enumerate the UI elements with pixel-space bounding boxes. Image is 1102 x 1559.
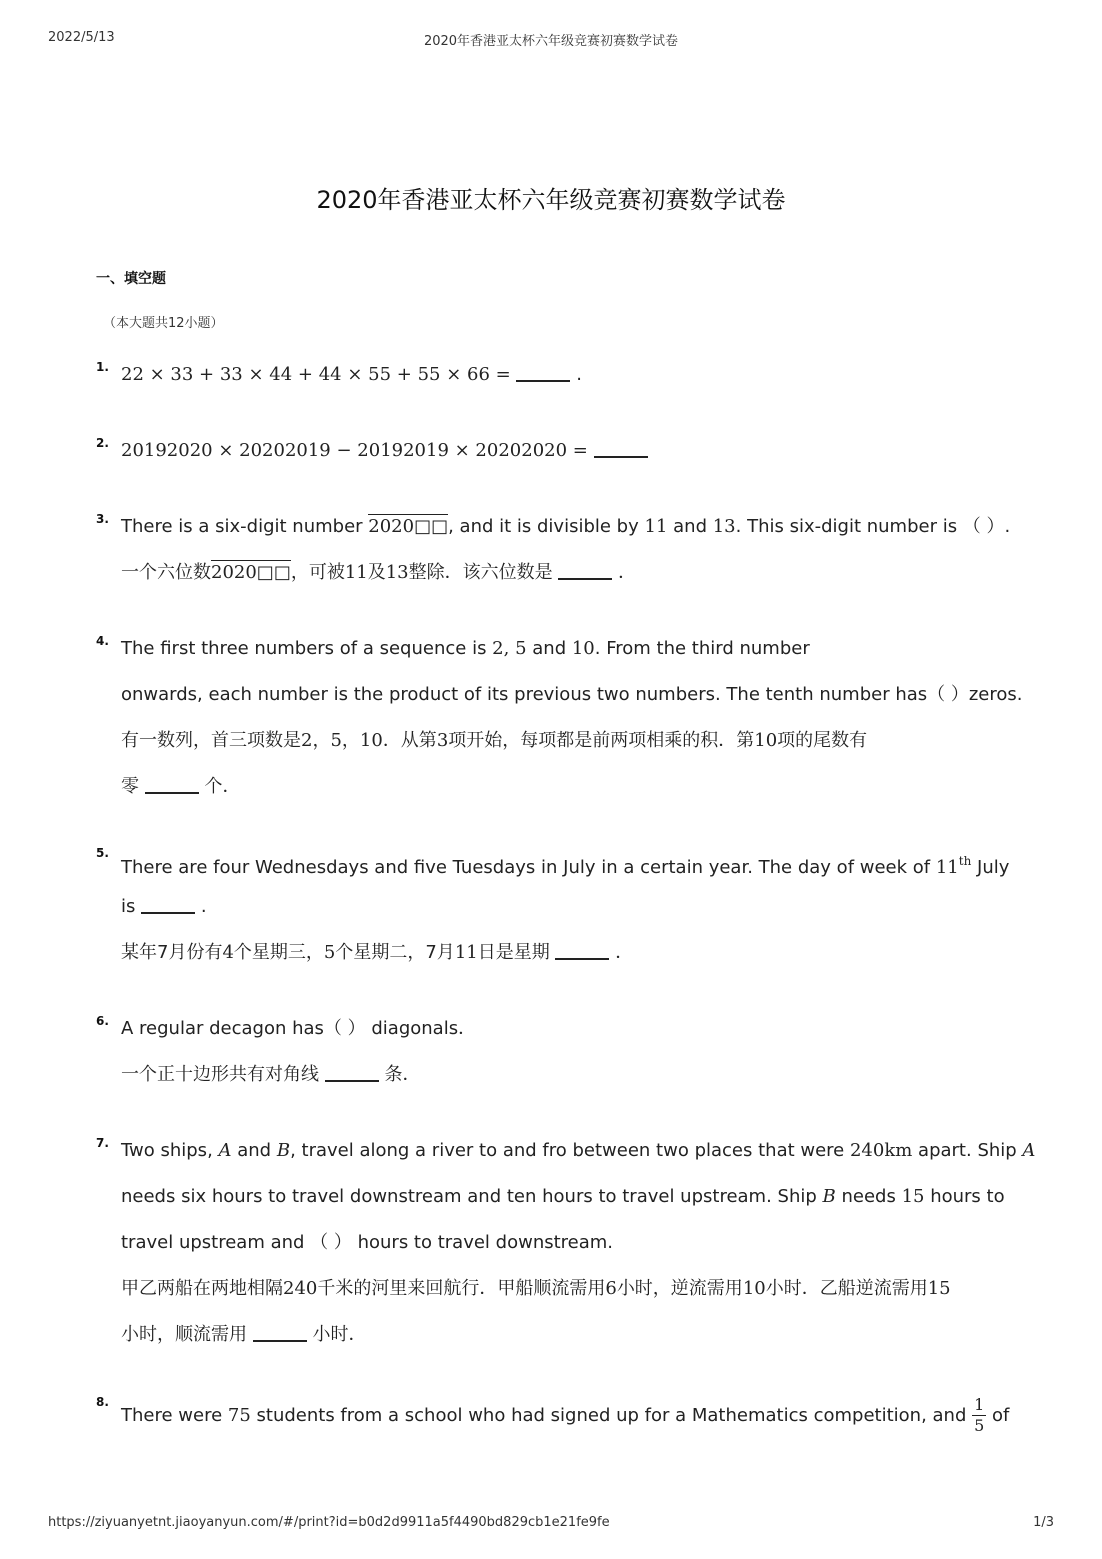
question-line-zh	[121, 1320, 366, 1350]
question-line-zh	[121, 1274, 951, 1304]
text: 小时．	[312, 1324, 367, 1345]
math: 11	[344, 562, 368, 583]
section-note: （本大题共12小题）	[103, 316, 224, 331]
punctuation: ．	[615, 942, 634, 963]
question-line-en	[121, 1395, 1009, 1439]
text: There were	[121, 1405, 228, 1426]
math: 10	[742, 1278, 766, 1299]
text: 条．	[384, 1064, 421, 1085]
text: 一个正十边形共有对角线	[121, 1064, 319, 1085]
punctuation: .	[200, 896, 207, 917]
text: 整除．该六位数是	[408, 562, 553, 583]
text: of	[992, 1405, 1010, 1426]
answer-blank[interactable]	[558, 562, 612, 580]
punctuation: .	[576, 364, 582, 385]
math: 11	[644, 516, 668, 537]
math-expression: 22 × 33 + 33 × 44 + 44 × 55 + 55 × 66 =	[121, 364, 511, 385]
overlined-number: 2020□□	[368, 516, 449, 537]
text: apart. Ship	[912, 1140, 1023, 1161]
math: 3	[436, 730, 449, 751]
fraction-numerator: 1	[974, 1395, 985, 1414]
math-variable: A	[218, 1140, 232, 1161]
text: onwards, each number is the product of its previous two numbers. The tenth number has（ ）zeros.	[121, 684, 1023, 705]
math: 2, 5	[492, 638, 527, 659]
question-number: 3.	[96, 512, 109, 526]
math-variable: B	[822, 1186, 836, 1207]
answer-blank[interactable]	[253, 1324, 307, 1342]
print-header	[48, 30, 1054, 48]
text: 甲乙两船在两地相隔	[121, 1278, 283, 1299]
text: 小时，逆流需用	[616, 1278, 743, 1299]
fraction-denominator: 5	[974, 1416, 985, 1435]
text: 一个六位数	[121, 562, 211, 583]
text: July	[971, 857, 1010, 878]
question-line	[121, 436, 648, 466]
question-line-en	[121, 634, 810, 664]
text: 日是星期	[477, 942, 550, 963]
text: travel upstream and （ ） hours to travel downstream.	[121, 1232, 614, 1253]
text: 个星期二，7月	[335, 942, 455, 963]
question-number: 6.	[96, 1014, 109, 1028]
text: . From the third number	[594, 638, 810, 659]
text: . This six-digit number is （ ）.	[735, 516, 1011, 537]
math: 11	[935, 857, 959, 878]
text: 项的尾数有	[777, 730, 868, 751]
text: 某年7月份有	[121, 942, 223, 963]
question-line-zh	[121, 1060, 420, 1090]
question-line-en	[121, 1182, 1005, 1212]
math-variable: B	[276, 1140, 291, 1161]
question-number: 1.	[96, 360, 109, 374]
question-line-zh	[121, 938, 633, 968]
text: is	[121, 896, 136, 917]
text: ．从第	[382, 730, 437, 751]
print-date: 2022/5/13	[48, 30, 115, 45]
text: and	[526, 638, 572, 659]
punctuation: ．	[618, 562, 637, 583]
text: There are four Wednesdays and five Tuesdays in July in a certain year. The day of week of	[121, 857, 936, 878]
text: 个星期三，	[233, 942, 324, 963]
superscript: th	[958, 854, 972, 868]
text: and	[667, 516, 713, 537]
answer-blank[interactable]	[145, 776, 199, 794]
question-line-zh	[121, 726, 867, 756]
question-line-en	[121, 1136, 1035, 1166]
math: 240	[283, 1278, 318, 1299]
question-number: 4.	[96, 634, 109, 648]
text: 千米的河里来回航行．甲船顺流需用	[317, 1278, 606, 1299]
question-line-zh	[121, 772, 240, 802]
question-line	[121, 360, 582, 390]
math: 4	[222, 942, 234, 963]
math: 2，5，10	[301, 730, 383, 751]
page-number: 1/3	[1033, 1515, 1054, 1530]
math-expression: 20192020 × 20202019 − 20192019 × 20202020 =	[121, 440, 588, 461]
text: needs	[835, 1186, 902, 1207]
document-title: 2020年香港亚太杯六年级竞赛初赛数学试卷	[316, 186, 786, 214]
print-footer	[48, 1515, 1054, 1533]
text: Two ships,	[121, 1140, 219, 1161]
text: students from a school who had signed up for a Mathematics competition, and	[250, 1405, 973, 1426]
text: 及	[367, 562, 386, 583]
fraction	[972, 1395, 986, 1436]
text: needs six hours to travel downstream and ten hours to travel upstream. Ship	[121, 1186, 823, 1207]
math: 10	[754, 730, 778, 751]
question-number: 5.	[96, 846, 109, 860]
question-line-en	[121, 512, 1010, 542]
math: 13	[712, 516, 736, 537]
answer-blank[interactable]	[594, 440, 648, 458]
question-line-en	[121, 680, 1023, 710]
page-url: https://ziyuanyetnt.jiaoyanyun.com/#/print?id=b0d2d9911a5f4490bd829cb1e21fe9fe	[48, 1515, 610, 1530]
question-line-en	[121, 1228, 613, 1258]
text: The first three numbers of a sequence is	[121, 638, 493, 659]
text: There is a six-digit number	[121, 516, 369, 537]
text: A regular decagon has（ ） diagonals．	[121, 1018, 477, 1039]
text: , travel along a river to and fro between two places that were	[290, 1140, 850, 1161]
text: 零	[121, 776, 139, 797]
text: 有一数列，首三项数是	[121, 730, 301, 751]
text: 小时．乙船逆流需用	[765, 1278, 928, 1299]
math: 11	[454, 942, 478, 963]
print-header-title: 2020年香港亚太杯六年级竞赛初赛数学试卷	[423, 34, 679, 49]
math: 15	[927, 1278, 951, 1299]
answer-blank[interactable]	[516, 364, 570, 382]
math: 5	[323, 942, 336, 963]
text: 个．	[204, 776, 241, 797]
math: 240km	[849, 1140, 913, 1161]
answer-blank[interactable]	[141, 896, 195, 914]
answer-blank[interactable]	[325, 1064, 379, 1082]
answer-blank[interactable]	[555, 942, 609, 960]
math: 15	[901, 1186, 925, 1207]
question-line-zh	[121, 558, 636, 588]
math: 75	[227, 1405, 251, 1426]
question-line-en	[121, 1014, 476, 1044]
text: , and it is divisible by	[448, 516, 645, 537]
section-heading: 一、填空题	[96, 271, 166, 287]
overlined-number: 2020□□	[211, 562, 291, 583]
question-line-en	[121, 892, 207, 922]
math-variable: A	[1022, 1140, 1036, 1161]
text: hours to	[924, 1186, 1005, 1207]
text: 小时，顺流需用	[121, 1324, 247, 1345]
question-number: 2.	[96, 436, 109, 450]
text: and	[231, 1140, 277, 1161]
question-number: 8.	[96, 1395, 109, 1409]
math: 10	[571, 638, 595, 659]
question-line-en	[121, 846, 1009, 876]
text: ，可被	[290, 562, 345, 583]
question-number: 7.	[96, 1136, 109, 1150]
text: 项开始，每项都是前两项相乘的积．第	[448, 730, 755, 751]
math: 13	[385, 562, 409, 583]
math: 6	[605, 1278, 617, 1299]
